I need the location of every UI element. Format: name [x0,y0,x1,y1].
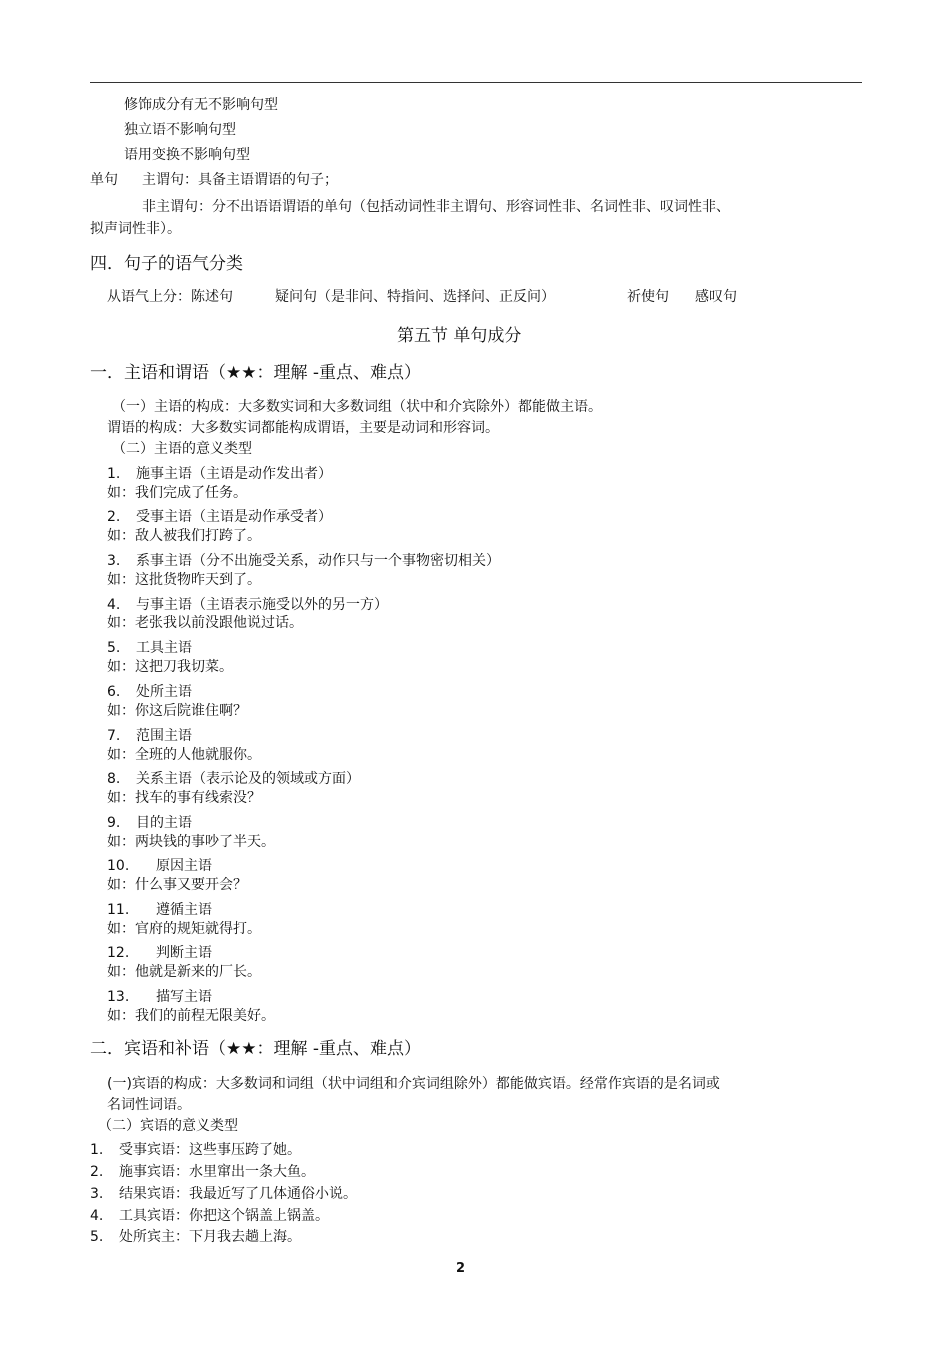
item-label: 施事主语（主语是动作发出者） [136,466,332,482]
subject-type-example: 如：老张我以前没跟他说过话。 [107,615,303,631]
subject-type-item [107,683,192,701]
item-label: 受事主语（主语是动作承受者） [136,509,332,525]
intro-line-3: 语用变换不影响句型 [124,147,250,163]
subject-type-item [107,639,192,657]
item-label: 工具主语 [136,640,192,656]
section4-heading: 四．句子的语气分类 [90,254,243,274]
intro-line-1: 修饰成分有无不影响句型 [124,97,278,113]
subject-type-item [107,727,192,745]
subject-type-example: 如：什么事又要开会？ [107,877,247,893]
subject-type-example: 如：官府的规矩就得打。 [107,921,261,937]
object-composition-line-1: (一)宾语的构成：大多数词和词组（状中词组和介宾词组除外）都能做宾语。经常作宾语的是名词或 [107,1076,720,1092]
subject-composition: （一）主语的构成：大多数实词和大多数词组（状中和介宾除外）都能做主语。 [112,399,602,415]
item-number: 11. [107,902,130,918]
item-number: 6. [107,684,121,700]
single-sentence-label: 单句 [90,172,118,188]
object-type-item [90,1228,301,1246]
subject-type-item [107,814,192,832]
subject-type-example: 如：两块钱的事吵了半天。 [107,834,275,850]
item-label: 目的主语 [136,815,192,831]
chapter-title: 第五节 单句成分 [397,326,522,346]
item-label: 原因主语 [156,858,212,874]
item-label: 处所主语 [136,684,192,700]
subject-type-example: 如：我们的前程无限美好。 [107,1008,275,1024]
mood-line-prefix: 从语气上分：陈述句 [107,289,233,305]
item-number: 12. [107,945,130,961]
item-number: 4. [107,597,121,613]
item-text: 受事宾语：这些事压跨了她。 [119,1142,301,1158]
part2-heading: 二．宾语和补语（★★：理解 -重点、难点） [90,1039,422,1059]
item-label: 关系主语（表示论及的领域或方面） [136,771,360,787]
item-number: 10. [107,858,130,874]
header-rule [90,82,862,83]
intro-line-2: 独立语不影响句型 [124,122,236,138]
mood-imperative: 祈使句 [627,289,669,305]
mood-interrogative: 疑问句（是非问、特指问、选择问、正反问） [275,289,555,305]
item-label: 系事主语（分不出施受关系，动作只与一个事物密切相关） [136,553,500,569]
item-label: 描写主语 [156,989,212,1005]
subject-type-example: 如：全班的人他就服你。 [107,747,261,763]
item-number: 13. [107,989,130,1005]
subject-type-item [107,465,332,483]
subject-type-example: 如：你这后院谁住啊？ [107,703,247,719]
item-number: 4. [90,1208,104,1224]
mood-exclamatory: 感叹句 [695,289,737,305]
item-label: 遵循主语 [156,902,212,918]
item-number: 3. [107,553,121,569]
subject-type-item [107,508,332,526]
subject-type-item [107,944,212,962]
subject-type-example: 如：敌人被我们打跨了。 [107,528,261,544]
page-number: 2 [456,1261,466,1276]
subject-type-item [107,901,212,919]
object-type-item [90,1163,315,1181]
item-text: 处所宾主：下月我去趟上海。 [119,1229,301,1245]
item-label: 判断主语 [156,945,212,961]
object-type-item [90,1141,301,1159]
subject-type-item [107,552,500,570]
item-number: 1. [107,466,121,482]
item-number: 8. [107,771,121,787]
predicate-composition: 谓语的构成：大多数实词都能构成谓语，主要是动词和形容词。 [107,420,499,436]
item-number: 5. [107,640,121,656]
item-text: 工具宾语：你把这个锅盖上锅盖。 [119,1208,329,1224]
subject-type-item [107,988,212,1006]
object-composition-line-2: 名词性词语。 [107,1097,191,1113]
subject-type-item [107,857,212,875]
non-subject-predicate-line-1: 非主谓句：分不出语语谓语的单句（包括动词性非主谓句、形容词性非、名词性非、叹词性非、 [142,199,730,215]
subject-predicate-sentence: 主谓句：具备主语谓语的句子； [142,172,338,188]
part1-heading: 一．主语和谓语（★★：理解 -重点、难点） [90,363,422,383]
item-number: 5. [90,1229,104,1245]
item-number: 9. [107,815,121,831]
item-label: 范围主语 [136,728,192,744]
item-number: 3. [90,1186,104,1202]
subject-type-example: 如：他就是新来的厂长。 [107,964,261,980]
subject-type-item [107,596,388,614]
subject-type-example: 如：找车的事有线索没？ [107,790,261,806]
item-label: 与事主语（主语表示施受以外的另一方） [136,597,388,613]
item-number: 7. [107,728,121,744]
item-text: 施事宾语：水里窜出一条大鱼。 [119,1164,315,1180]
subject-type-example: 如：我们完成了任务。 [107,485,247,501]
subject-type-item [107,770,360,788]
non-subject-predicate-line-2: 拟声词性非）。 [90,221,181,237]
item-number: 1. [90,1142,104,1158]
subject-type-example: 如：这把刀我切菜。 [107,659,233,675]
object-type-item [90,1185,357,1203]
item-number: 2. [107,509,121,525]
part1-subtitle: （二）主语的意义类型 [112,441,252,457]
subject-type-example: 如：这批货物昨天到了。 [107,572,261,588]
part2-subtitle: （二）宾语的意义类型 [98,1118,238,1134]
item-number: 2. [90,1164,104,1180]
item-text: 结果宾语：我最近写了几体通俗小说。 [119,1186,357,1202]
object-type-item [90,1207,329,1225]
